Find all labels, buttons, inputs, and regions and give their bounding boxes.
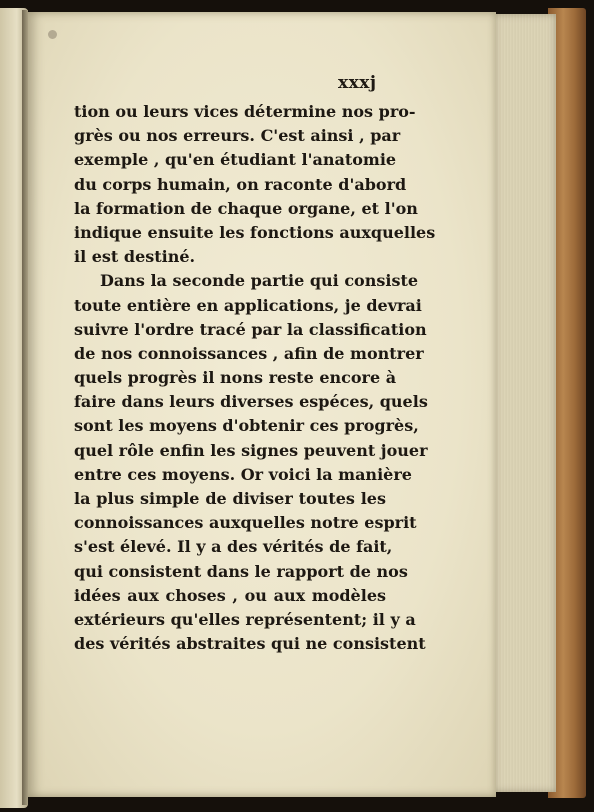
- text-line: extérieurs qu'elles représentent; il y a: [74, 609, 416, 629]
- body-text: [74, 100, 436, 656]
- text-line: faire dans leurs diverses espéces, quels: [74, 392, 428, 412]
- page-number: xxxj: [338, 73, 377, 93]
- text-line: qui consistent dans le rapport de nos: [74, 561, 408, 581]
- paper-spot: [48, 30, 57, 39]
- text-line: entre ces moyens. Or voici la manière: [74, 464, 412, 484]
- text-line: idées aux choses , ou aux modèles: [74, 585, 386, 605]
- paragraph-start-line: Dans la seconde partie qui consiste: [100, 271, 419, 291]
- text-line: connoissances auxquelles notre esprit: [74, 513, 417, 533]
- text-line: s'est élevé. Il y a des vérités de fait,: [74, 537, 393, 557]
- text-line: grès ou nos erreurs. C'est ainsi , par: [74, 126, 401, 146]
- text-line: du corps humain, on raconte d'abord: [74, 174, 407, 194]
- text-line: il est destiné.: [74, 247, 196, 267]
- text-line: indique ensuite les fonctions auxquelles: [74, 222, 436, 242]
- text-line: la plus simple de diviser toutes les: [74, 489, 386, 508]
- text-line: suivre l'ordre tracé par la classification: [74, 319, 427, 339]
- text-line: quel rôle enfin les signes peuvent jouer: [74, 440, 428, 460]
- text-line: sont les moyens d'obtenir ces progrès,: [74, 416, 419, 436]
- text-line: des vérités abstraites qui ne consistent: [74, 634, 426, 654]
- page-stack-edges: [494, 14, 556, 792]
- text-line: tion ou leurs vices détermine nos pro-: [74, 102, 416, 121]
- text-line: toute entière en applications, je devrai: [74, 295, 422, 315]
- text-line: la formation de chaque organe, et l'on: [74, 198, 418, 218]
- text-line: quels progrès il nons reste encore à: [74, 368, 397, 388]
- text-line: exemple , qu'en étudiant l'anatomie: [74, 150, 397, 170]
- text-line: de nos connoissances , afin de montrer: [74, 343, 424, 363]
